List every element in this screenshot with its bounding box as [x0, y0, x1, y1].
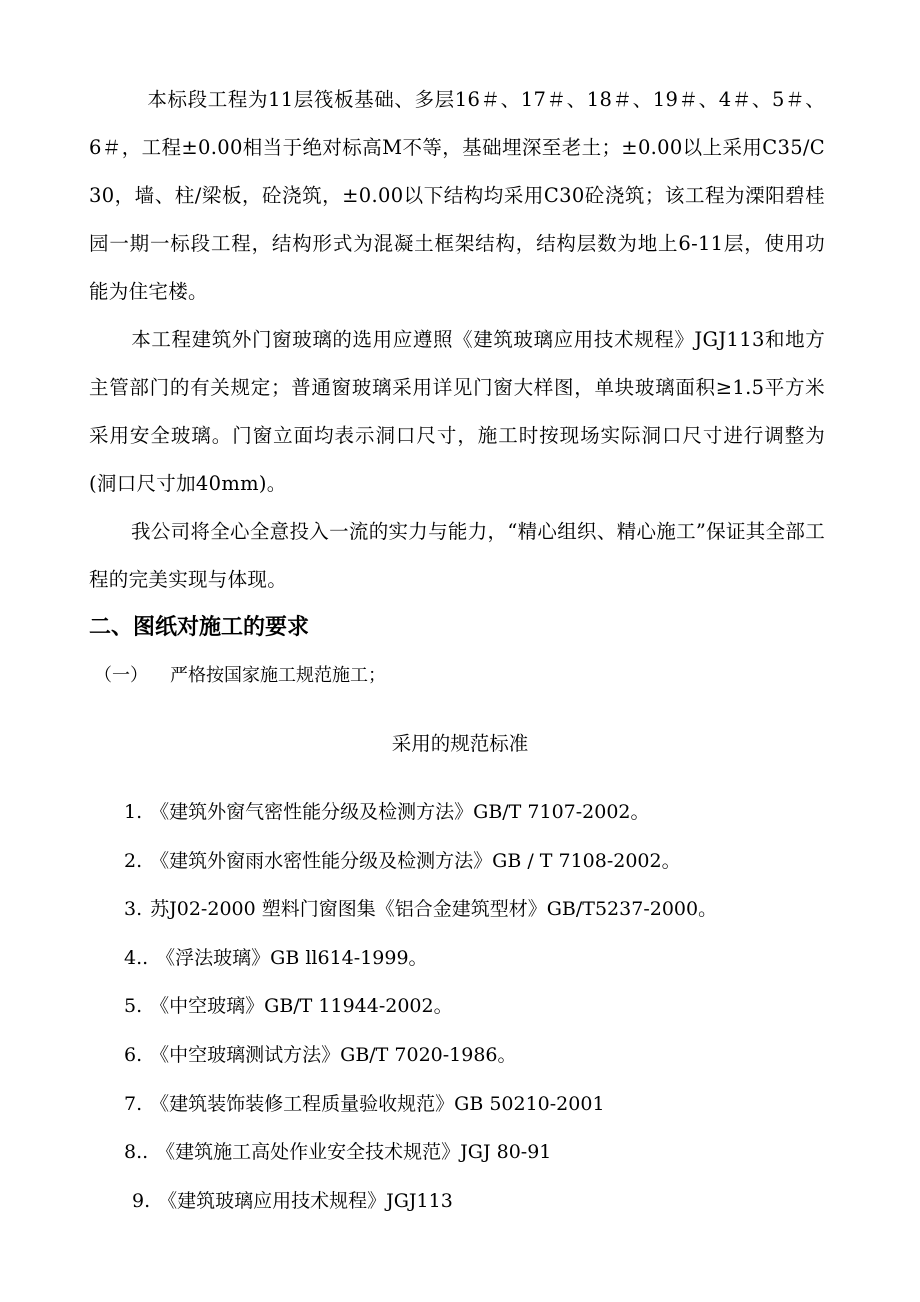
- standard-item: [124, 986, 717, 1035]
- standard-text: 《建筑施工高处作业安全技术规范》JGJ 80-91: [156, 1141, 552, 1164]
- standard-item: [124, 1084, 717, 1133]
- paragraph-text: 本工程建筑外门窗玻璃的选用应遵照《建筑玻璃应用技术规程》JGJ113和地方主管部门的有关规定；普通窗玻璃采用详见门窗大样图，单块玻璃面积≥1.5平方米采用安全玻璃。门窗立面均表示洞口尺寸，施工时按现场实际洞口尺寸进行调整为(洞口尺寸加40mm)。: [89, 328, 825, 495]
- standard-number: 8..: [124, 1141, 149, 1164]
- glass-requirements-paragraph: [89, 316, 825, 508]
- sub-item-label: （一）: [94, 665, 148, 686]
- standard-number: 6.: [124, 1043, 143, 1066]
- standard-text: 《建筑装饰装修工程质量验收规范》GB 50210-2001: [150, 1092, 605, 1115]
- section-heading: 二、图纸对施工的要求: [89, 615, 310, 640]
- standard-number: 4..: [124, 946, 149, 969]
- standard-text: 《中空玻璃》GB/T 11944-2002。: [150, 995, 453, 1018]
- paragraph-text: 我公司将全心全意投入一流的实力与能力，“精心组织、精心施工”保证其全部工程的完美实现与体现。: [89, 520, 825, 591]
- company-commitment-paragraph: [89, 508, 825, 604]
- standard-text: 《建筑外窗雨水密性能分级及检测方法》GB / T 7108-2002。: [150, 849, 681, 872]
- standard-item: [124, 841, 717, 890]
- sub-item: [94, 660, 386, 692]
- standard-number: 2.: [124, 849, 143, 872]
- paragraph-text: 本标段工程为11层筏板基础、多层16＃、17＃、18＃、19＃、4＃、5＃、6＃，工程±0.00相当于绝对标高M不等，基础埋深至老土；±0.00以上采用C35/C30，墙、柱/梁板，砼浇筑，±0.00以下结构均采用C30砼浇筑；该工程为溧阳碧桂园一期一标段工程，结构形式为混凝土框架结构，结构层数为地上6-11层，使用功能为住宅楼。: [89, 88, 825, 303]
- standard-text: 《中空玻璃测试方法》GB/T 7020-1986。: [150, 1043, 517, 1066]
- standard-number: 1.: [124, 801, 143, 823]
- standard-item: [124, 792, 717, 841]
- standards-list: [124, 792, 717, 1229]
- standard-item: [124, 938, 717, 987]
- standard-item: [124, 1035, 717, 1084]
- standard-text: 《建筑外窗气密性能分级及检测方法》GB/T 7107-2002。: [150, 801, 650, 823]
- standard-item: [124, 1132, 717, 1181]
- standards-title: 采用的规范标准: [391, 732, 529, 755]
- standard-text: 《建筑玻璃应用技术规程》JGJ113: [158, 1189, 453, 1212]
- standard-text: 《浮法玻璃》GB ll614-1999。: [156, 946, 428, 969]
- project-overview-paragraph: [89, 76, 825, 316]
- standard-item: [124, 889, 717, 938]
- standard-text: 苏J02-2000 塑料门窗图集《铝合金建筑型材》GB/T5237-2000。: [150, 898, 718, 921]
- standard-item: [124, 1181, 717, 1230]
- standard-number: 9.: [132, 1189, 151, 1212]
- standard-number: 5.: [124, 995, 143, 1018]
- sub-item-text: 严格按国家施工规范施工；: [170, 665, 386, 686]
- standard-number: 3.: [124, 898, 143, 921]
- standard-number: 7.: [124, 1092, 143, 1115]
